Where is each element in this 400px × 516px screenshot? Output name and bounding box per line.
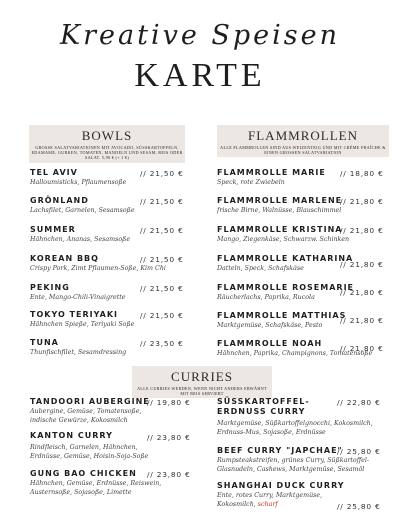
item-price: // 25,80 € <box>337 447 381 456</box>
item-name: FLAMMROLLE NOAH <box>217 339 323 348</box>
item-price: // 19,80 € <box>147 398 191 407</box>
item-description: indische Gewürze, Kokosmilch <box>30 417 128 424</box>
item-name: KOREAN BBQ <box>30 254 99 263</box>
item-price: // 23,80 € <box>147 433 191 442</box>
item-description: Hähnchen, Ananas, Sesamsoße <box>30 236 131 243</box>
item-description: frische Birne, Walnüsse, Blauschimmel <box>217 207 342 214</box>
item-name: SUMMER <box>30 225 76 234</box>
item-name: BEEF CURRY "JAPCHAE" <box>217 446 343 455</box>
flammrollen-title: FLAMMROLLEN <box>248 128 358 143</box>
item-price: // 21,80 € <box>340 260 384 269</box>
item-description: Datteln, Speck, Schafskäse <box>217 265 304 272</box>
menu-item-kanton-curry <box>30 431 148 461</box>
item-name: GUNG BAO CHICKEN <box>30 469 137 478</box>
item-name: TOKYO TERIYAKI <box>30 310 119 319</box>
item-name: ERDNUSS CURRY <box>217 407 306 416</box>
menu-item-tokyo-teriyaki <box>30 310 134 329</box>
item-description: Rumpsteakstreifen, grünes Curry, Süßkartoffel- <box>217 457 370 464</box>
item-description: Aubergine, Gemüse, Tomatensoße, <box>30 408 142 415</box>
item-name: FLAMMROLLE KATHARINA <box>217 254 354 263</box>
bowls-title: BOWLS <box>81 128 133 143</box>
item-price: // 21,80 € <box>340 316 384 325</box>
bowls-subtitle: GROSSE SALATVARIATIONEN MIT AVOCADO, SÜSSKARTOFFELN, EDAMAME, GURKEN, TOMATEN, MANDELN UND SESAM. REIS ODER SALAT. 5,90 € (+ 1 €) <box>31 145 183 161</box>
script-title: Kreative Speisen <box>59 20 341 51</box>
menu-item-shanghai-duck-curry <box>217 481 345 509</box>
item-description: Halloumisticks, Pflaumensoße <box>30 179 127 186</box>
bowls-header <box>29 125 185 163</box>
item-name: GRÖNLAND <box>30 196 89 205</box>
item-description: Erdnüsse, Gemüse, Hoisin-Soja-Soße <box>30 453 149 460</box>
item-name: FLAMMROLLE MARLENE <box>217 196 343 205</box>
menu-item-flammrolle-matthias <box>217 311 346 330</box>
item-price: // 21,50 € <box>140 284 184 293</box>
item-price: // 21,80 € <box>340 288 384 297</box>
item-description: Lachsfilet, Garnelen, Sesamsoße <box>30 207 135 214</box>
spicy-label: scharf <box>257 501 278 508</box>
item-price: // 21,80 € <box>340 344 384 353</box>
menu-item-flammrolle-rosemarie <box>217 283 354 302</box>
item-price: // 21,50 € <box>140 197 184 206</box>
item-price: // 23,50 € <box>140 339 184 348</box>
menu-item-flammrolle-marlene <box>217 196 342 215</box>
item-description: Erdnuss-Mus, Sojasoße, Erdnüsse <box>217 429 326 436</box>
item-price: // 21,80 € <box>340 226 384 235</box>
item-description: Marktgemüse, Süßkartoffelgnocchi, Kokosmilch, <box>217 420 373 427</box>
item-name: TUNA <box>30 338 59 347</box>
item-description <box>217 500 345 509</box>
item-description: Hähnchen, Paprika, Champignons, Tomatensoße <box>217 350 373 357</box>
item-price: // 22,80 € <box>337 398 381 407</box>
item-description: Glasnudeln, Cashews, Marktgemüse, Sesamöl <box>217 466 365 473</box>
menu-item-tandoori-aubergine <box>30 397 150 425</box>
item-price: // 21,50 € <box>140 311 184 320</box>
item-description: Crispy Pork, Zimt Pflaumen-Soße, Kim Chi <box>30 265 166 272</box>
item-description: Ente, Mango-Chili-Vinaigrette <box>30 294 126 301</box>
item-description: Austernsoße, Sojasoße, Limette <box>30 489 132 496</box>
item-price: // 23,80 € <box>147 470 191 479</box>
menu-item-tuna <box>30 338 126 357</box>
item-name: TANDOORI AUBERGINE <box>30 397 150 406</box>
item-price: // 21,50 € <box>140 255 184 264</box>
curries-header <box>132 366 272 398</box>
item-description: Mango, Ziegenkäse, Schwarzw. Schinken <box>217 236 350 243</box>
item-name: TEL AVIV <box>30 168 78 177</box>
item-price: // 21,50 € <box>140 226 184 235</box>
menu-item-peking <box>30 283 126 302</box>
item-description: Speck, rote Zwiebeln <box>217 179 285 186</box>
menu-item-gung-bao-chicken <box>30 469 161 497</box>
item-name: FLAMMROLLE MATTHIAS <box>217 311 347 320</box>
item-name: PEKING <box>30 283 70 292</box>
item-description: Räucherlachs, Paprika, Rucola <box>217 294 315 301</box>
menu-item-flammrolle-kristina <box>217 225 349 244</box>
item-name: FLAMMROLLE KRISTINA <box>217 225 343 234</box>
curries-title: CURRIES <box>171 369 233 384</box>
item-description: Rindfleisch, Garnelen, Hähnchen, <box>30 444 138 451</box>
flammrollen-subtitle: ALLE FLAMMROLLEN SIND AUS WEIZENTEIG UND MIT CRÈME FRAÎCHE & EINEN GROSSEN SALATVARIATION <box>220 145 386 156</box>
item-description: Hähnchen Spieße, Teriyaki Soße <box>30 321 135 328</box>
menu-item-summer <box>30 225 130 244</box>
flammrollen-header <box>217 125 389 157</box>
item-name: KANTON CURRY <box>30 431 113 440</box>
menu-item-flammrolle-marie <box>217 168 326 187</box>
item-description: Marktgemüse, Schafskäse, Pesto <box>217 322 323 329</box>
menu-item-groenland <box>30 196 135 215</box>
item-name: SHANGHAI DUCK CURRY <box>217 481 345 490</box>
item-name: SÜSSKARTOFFEL- <box>217 397 310 406</box>
item-price: // 21,50 € <box>140 169 184 178</box>
curries-subtitle: ALLE CURRIES WERDEN, WENN NICHT ANDERS ERWÄHNT MIT REIS SERVIERT <box>137 386 267 397</box>
item-name: FLAMMROLLE MARIE <box>217 168 326 177</box>
menu-item-flammrolle-katharina <box>217 254 353 273</box>
item-name: FLAMMROLLE ROSEMARIE <box>217 283 355 292</box>
item-price: // 25,80 € <box>337 502 381 511</box>
menu-item-tel-aviv <box>30 168 126 187</box>
item-description-text: Kokosmilch, <box>217 501 258 508</box>
item-price: // 21,80 € <box>340 197 384 206</box>
item-description: Thunfischfilet, Sesamdressing <box>30 349 127 356</box>
item-price: // 18,80 € <box>340 169 384 178</box>
item-description: Hähnchen, Gemüse, Erdnüsse, Reiswein, <box>30 480 162 487</box>
item-description: Ente, rotes Curry, Marktgemüse, <box>217 492 323 499</box>
page-title: KARTE <box>134 57 266 94</box>
